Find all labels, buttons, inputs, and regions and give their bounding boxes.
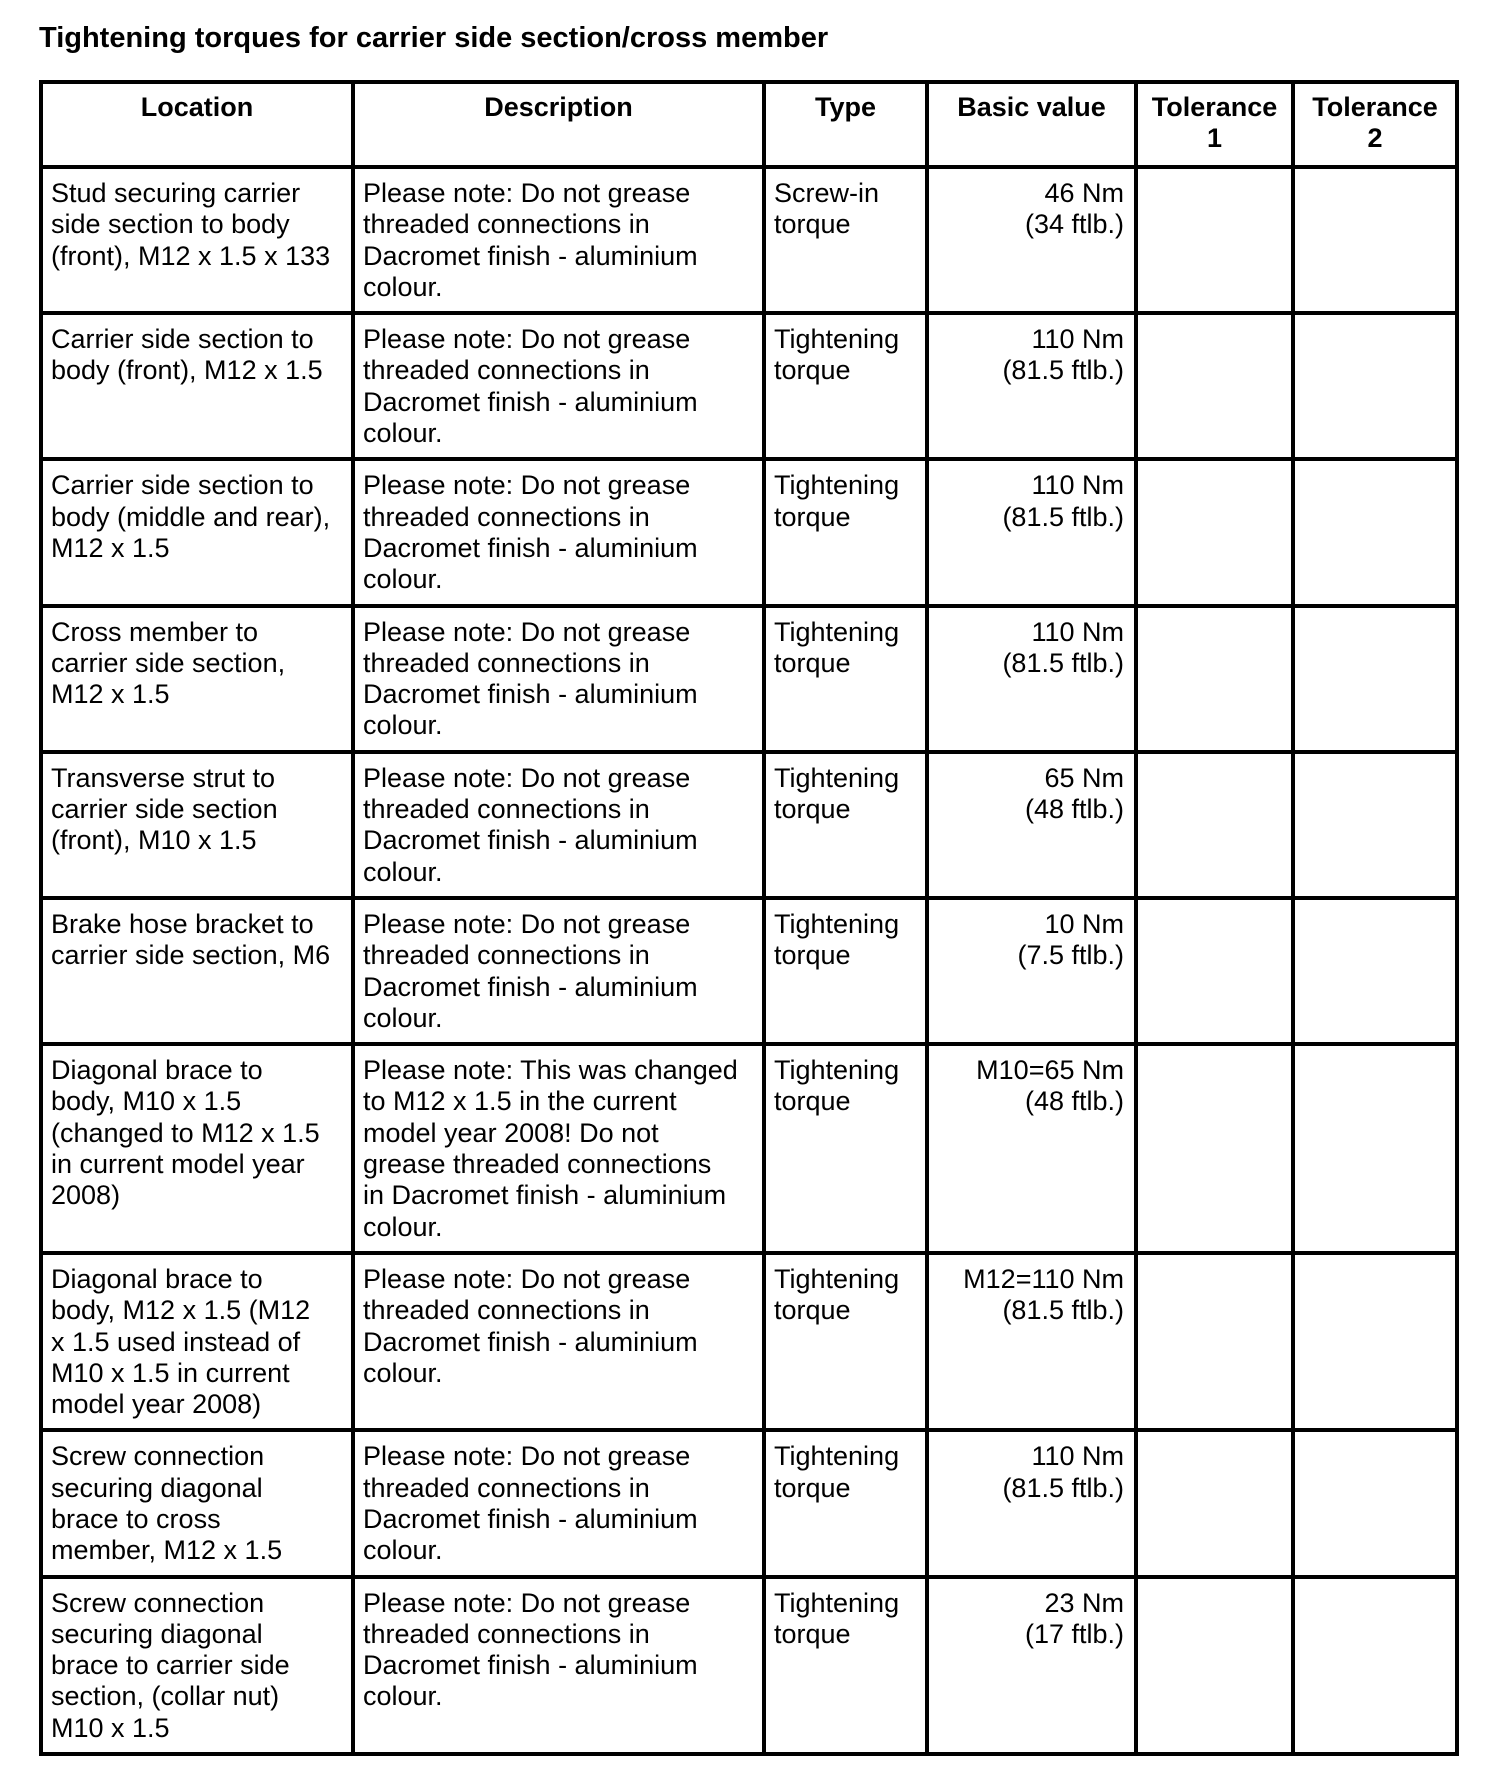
cell-text-line: (81.5 ftlb.): [1002, 1472, 1124, 1503]
cell-text-line: colour.: [363, 564, 443, 595]
cell-text-line: Please note: Do not grease: [363, 616, 691, 647]
cell-text-line: Please note: Do not grease: [363, 1587, 691, 1618]
header-label-line: Description: [484, 92, 633, 122]
cell-text-line: Transverse strut to: [51, 762, 276, 793]
cell-text-line: 110 Nm: [1031, 1441, 1124, 1472]
header-tolerance-1: [1136, 82, 1293, 167]
cell-text-line: x 1.5 used instead of: [51, 1326, 301, 1357]
cell-text-line: Tightening: [774, 1263, 900, 1294]
cell-text-line: (front), M12 x 1.5 x 133: [51, 240, 331, 271]
cell-text-line: Tightening: [774, 616, 900, 647]
cell-text-line: threaded connections in: [363, 1618, 650, 1649]
table-row: [41, 752, 1457, 898]
header-tolerance-2: [1293, 82, 1457, 167]
cell-text-line: (48 ftlb.): [1024, 1086, 1124, 1117]
description-cell: [353, 1430, 764, 1576]
cell-text-line: Screw connection: [51, 1587, 265, 1618]
table-row: [41, 1253, 1457, 1430]
cell-text-line: torque: [774, 1086, 851, 1117]
cell-text-line: Tightening: [774, 1441, 900, 1472]
location-cell: [41, 1044, 353, 1253]
cell-text-line: (front), M10 x 1.5: [51, 825, 257, 856]
cell-text-line: body (front), M12 x 1.5: [51, 355, 323, 386]
tolerance-1-cell: [1136, 1577, 1293, 1754]
cell-text-line: torque: [774, 794, 851, 825]
type-cell: [764, 313, 927, 459]
basic-value-cell: [927, 1577, 1136, 1754]
basic-value-cell: [927, 459, 1136, 605]
cell-text-line: 110 Nm: [1031, 324, 1124, 355]
cell-text-line: Cross member to: [51, 616, 259, 647]
basic-value-cell: [927, 1430, 1136, 1576]
cell-text-line: Brake hose bracket to: [51, 908, 314, 939]
cell-text-line: M10=65 Nm: [976, 1055, 1124, 1086]
cell-text-line: torque: [774, 1295, 851, 1326]
location-cell: [41, 606, 353, 752]
table-row: [41, 1044, 1457, 1253]
description-cell: [353, 459, 764, 605]
cell-text-line: (81.5 ftlb.): [1002, 647, 1124, 678]
description-cell: [353, 752, 764, 898]
basic-value-cell: [927, 752, 1136, 898]
type-cell: [764, 459, 927, 605]
cell-text-line: threaded connections in: [363, 501, 650, 532]
header-label-line: Basic value: [957, 92, 1106, 122]
cell-text-line: brace to cross: [51, 1503, 221, 1534]
cell-text-line: (48 ftlb.): [1024, 794, 1124, 825]
cell-text-line: 10 Nm: [1044, 908, 1124, 939]
header-label-line: Location: [140, 92, 254, 122]
cell-text-line: body, M12 x 1.5 (M12: [51, 1295, 311, 1326]
cell-text-line: 2008): [51, 1180, 121, 1211]
cell-text-line: 65 Nm: [1044, 762, 1124, 793]
tolerance-2-cell: [1293, 1577, 1457, 1754]
cell-text-line: M10 x 1.5: [51, 1712, 170, 1743]
cell-text-line: torque: [774, 1618, 851, 1649]
description-cell: [353, 898, 764, 1044]
torque-table: [39, 80, 1459, 1756]
cell-text-line: Stud securing carrier: [51, 178, 301, 208]
cell-text-line: colour.: [363, 1211, 443, 1242]
cell-text-line: body, M10 x 1.5: [51, 1086, 242, 1117]
table-row: [41, 1577, 1457, 1754]
location-cell: [41, 898, 353, 1044]
cell-text-line: carrier side section,: [51, 647, 286, 678]
cell-text-line: Screw-in: [774, 178, 880, 208]
cell-text-line: Please note: Do not grease: [363, 1263, 691, 1294]
tolerance-2-cell: [1293, 1044, 1457, 1253]
cell-text-line: Tightening: [774, 470, 900, 501]
cell-text-line: body (middle and rear),: [51, 501, 331, 532]
cell-text-line: (changed to M12 x 1.5: [51, 1117, 320, 1148]
cell-text-line: in current model year: [51, 1149, 305, 1180]
cell-text-line: colour.: [363, 1535, 443, 1566]
cell-text-line: securing diagonal: [51, 1618, 263, 1649]
location-cell: [41, 1577, 353, 1754]
cell-text-line: Dacromet finish - aluminium: [363, 240, 698, 271]
tolerance-1-cell: [1136, 1044, 1293, 1253]
basic-value-cell: [927, 606, 1136, 752]
tolerance-1-cell: [1136, 898, 1293, 1044]
table-header-row: [41, 82, 1457, 167]
tolerance-2-cell: [1293, 752, 1457, 898]
location-cell: [41, 752, 353, 898]
cell-text-line: colour.: [363, 1357, 443, 1388]
tolerance-2-cell: [1293, 313, 1457, 459]
cell-text-line: Dacromet finish - aluminium: [363, 825, 698, 856]
location-cell: [41, 1253, 353, 1430]
cell-text-line: carrier side section: [51, 794, 278, 825]
basic-value-cell: [927, 167, 1136, 313]
page-title: Tightening torques for carrier side section/cross member: [39, 22, 829, 54]
cell-text-line: Please note: Do not grease: [363, 762, 691, 793]
tolerance-2-cell: [1293, 1253, 1457, 1430]
cell-text-line: colour.: [363, 710, 443, 741]
cell-text-line: torque: [774, 1472, 851, 1503]
tolerance-1-cell: [1136, 459, 1293, 605]
cell-text-line: torque: [774, 647, 851, 678]
cell-text-line: 110 Nm: [1031, 470, 1124, 501]
cell-text-line: Dacromet finish - aluminium: [363, 532, 698, 563]
type-cell: [764, 898, 927, 1044]
header-label-line: Type: [814, 92, 876, 122]
cell-text-line: member, M12 x 1.5: [51, 1535, 283, 1566]
cell-text-line: Diagonal brace to: [51, 1055, 263, 1086]
cell-text-line: Dacromet finish - aluminium: [363, 679, 698, 710]
cell-text-line: colour.: [363, 1681, 443, 1712]
cell-text-line: M12=110 Nm: [963, 1263, 1124, 1294]
cell-text-line: M12 x 1.5: [51, 679, 170, 710]
cell-text-line: brace to carrier side: [51, 1650, 290, 1681]
header-label-line: 2: [1367, 123, 1383, 154]
cell-text-line: Tightening: [774, 908, 900, 939]
cell-text-line: Carrier side section to: [51, 470, 314, 501]
cell-text-line: (81.5 ftlb.): [1002, 501, 1124, 532]
cell-text-line: Dacromet finish - aluminium: [363, 1503, 698, 1534]
tolerance-2-cell: [1293, 606, 1457, 752]
cell-text-line: section, (collar nut): [51, 1681, 280, 1712]
tolerance-2-cell: [1293, 459, 1457, 605]
cell-text-line: model year 2008): [51, 1389, 262, 1420]
cell-text-line: Dacromet finish - aluminium: [363, 1650, 698, 1681]
cell-text-line: Please note: Do not grease: [363, 178, 691, 208]
cell-text-line: torque: [774, 209, 851, 240]
tolerance-1-cell: [1136, 752, 1293, 898]
cell-text-line: Dacromet finish - aluminium: [363, 971, 698, 1002]
cell-text-line: Carrier side section to: [51, 324, 314, 355]
cell-text-line: Screw connection: [51, 1441, 265, 1472]
table-row: [41, 898, 1457, 1044]
table-row: [41, 459, 1457, 605]
type-cell: [764, 167, 927, 313]
description-cell: [353, 1577, 764, 1754]
header-basic-value: [927, 82, 1136, 167]
tolerance-1-cell: [1136, 167, 1293, 313]
cell-text-line: 46 Nm: [1044, 178, 1124, 208]
location-cell: [41, 459, 353, 605]
header-location: [41, 82, 353, 167]
cell-text-line: model year 2008! Do not: [363, 1117, 659, 1148]
table-row: [41, 1430, 1457, 1576]
description-cell: [353, 1253, 764, 1430]
cell-text-line: Dacromet finish - aluminium: [363, 1326, 698, 1357]
cell-text-line: Please note: Do not grease: [363, 1441, 691, 1472]
cell-text-line: (34 ftlb.): [1024, 209, 1124, 240]
cell-text-line: colour.: [363, 418, 443, 449]
description-cell: [353, 606, 764, 752]
type-cell: [764, 606, 927, 752]
cell-text-line: to M12 x 1.5 in the current: [363, 1086, 677, 1117]
cell-text-line: (7.5 ftlb.): [1017, 940, 1124, 971]
cell-text-line: torque: [774, 940, 851, 971]
type-cell: [764, 1253, 927, 1430]
description-cell: [353, 1044, 764, 1253]
cell-text-line: Please note: Do not grease: [363, 324, 691, 355]
location-cell: [41, 313, 353, 459]
cell-text-line: Tightening: [774, 1055, 900, 1086]
cell-text-line: colour.: [363, 1002, 443, 1033]
table-body: [41, 167, 1457, 1754]
cell-text-line: threaded connections in: [363, 794, 650, 825]
cell-text-line: threaded connections in: [363, 1472, 650, 1503]
cell-text-line: Tightening: [774, 324, 900, 355]
cell-text-line: threaded connections in: [363, 1295, 650, 1326]
type-cell: [764, 752, 927, 898]
cell-text-line: threaded connections in: [363, 940, 650, 971]
type-cell: [764, 1044, 927, 1253]
cell-text-line: (81.5 ftlb.): [1002, 355, 1124, 386]
cell-text-line: Please note: This was changed: [363, 1055, 738, 1086]
table-row: [41, 167, 1457, 313]
cell-text-line: Tightening: [774, 762, 900, 793]
description-cell: [353, 313, 764, 459]
cell-text-line: securing diagonal: [51, 1472, 263, 1503]
basic-value-cell: [927, 1253, 1136, 1430]
cell-text-line: (17 ftlb.): [1024, 1618, 1124, 1649]
cell-text-line: M10 x 1.5 in current: [51, 1357, 290, 1388]
cell-text-line: Please note: Do not grease: [363, 908, 691, 939]
cell-text-line: threaded connections in: [363, 647, 650, 678]
tolerance-2-cell: [1293, 167, 1457, 313]
basic-value-cell: [927, 313, 1136, 459]
cell-text-line: Please note: Do not grease: [363, 470, 691, 501]
cell-text-line: M12 x 1.5: [51, 532, 170, 563]
table-row: [41, 313, 1457, 459]
header-type: [764, 82, 927, 167]
cell-text-line: torque: [774, 501, 851, 532]
cell-text-line: threaded connections in: [363, 355, 650, 386]
cell-text-line: in Dacromet finish - aluminium: [363, 1180, 727, 1211]
cell-text-line: Tightening: [774, 1587, 900, 1618]
cell-text-line: Diagonal brace to: [51, 1263, 263, 1294]
cell-text-line: (81.5 ftlb.): [1002, 1295, 1124, 1326]
header-label-line: Tolerance: [1312, 92, 1438, 122]
tolerance-2-cell: [1293, 1430, 1457, 1576]
cell-text-line: colour.: [363, 856, 443, 887]
basic-value-cell: [927, 1044, 1136, 1253]
type-cell: [764, 1430, 927, 1576]
header-label-line: 1: [1206, 123, 1223, 154]
header-description: [353, 82, 764, 167]
cell-text-line: carrier side section, M6: [51, 940, 331, 971]
cell-text-line: 110 Nm: [1031, 616, 1124, 647]
table-row: [41, 606, 1457, 752]
location-cell: [41, 1430, 353, 1576]
cell-text-line: 23 Nm: [1044, 1587, 1124, 1618]
basic-value-cell: [927, 898, 1136, 1044]
description-cell: [353, 167, 764, 313]
tolerance-2-cell: [1293, 898, 1457, 1044]
tolerance-1-cell: [1136, 1253, 1293, 1430]
cell-text-line: threaded connections in: [363, 209, 650, 240]
cell-text-line: Dacromet finish - aluminium: [363, 386, 698, 417]
cell-text-line: colour.: [363, 271, 443, 302]
tolerance-1-cell: [1136, 1430, 1293, 1576]
tolerance-1-cell: [1136, 313, 1293, 459]
header-label-line: Tolerance: [1151, 92, 1278, 122]
cell-text-line: grease threaded connections: [363, 1149, 712, 1180]
type-cell: [764, 1577, 927, 1754]
cell-text-line: torque: [774, 355, 851, 386]
location-cell: [41, 167, 353, 313]
cell-text-line: side section to body: [51, 209, 290, 240]
tolerance-1-cell: [1136, 606, 1293, 752]
